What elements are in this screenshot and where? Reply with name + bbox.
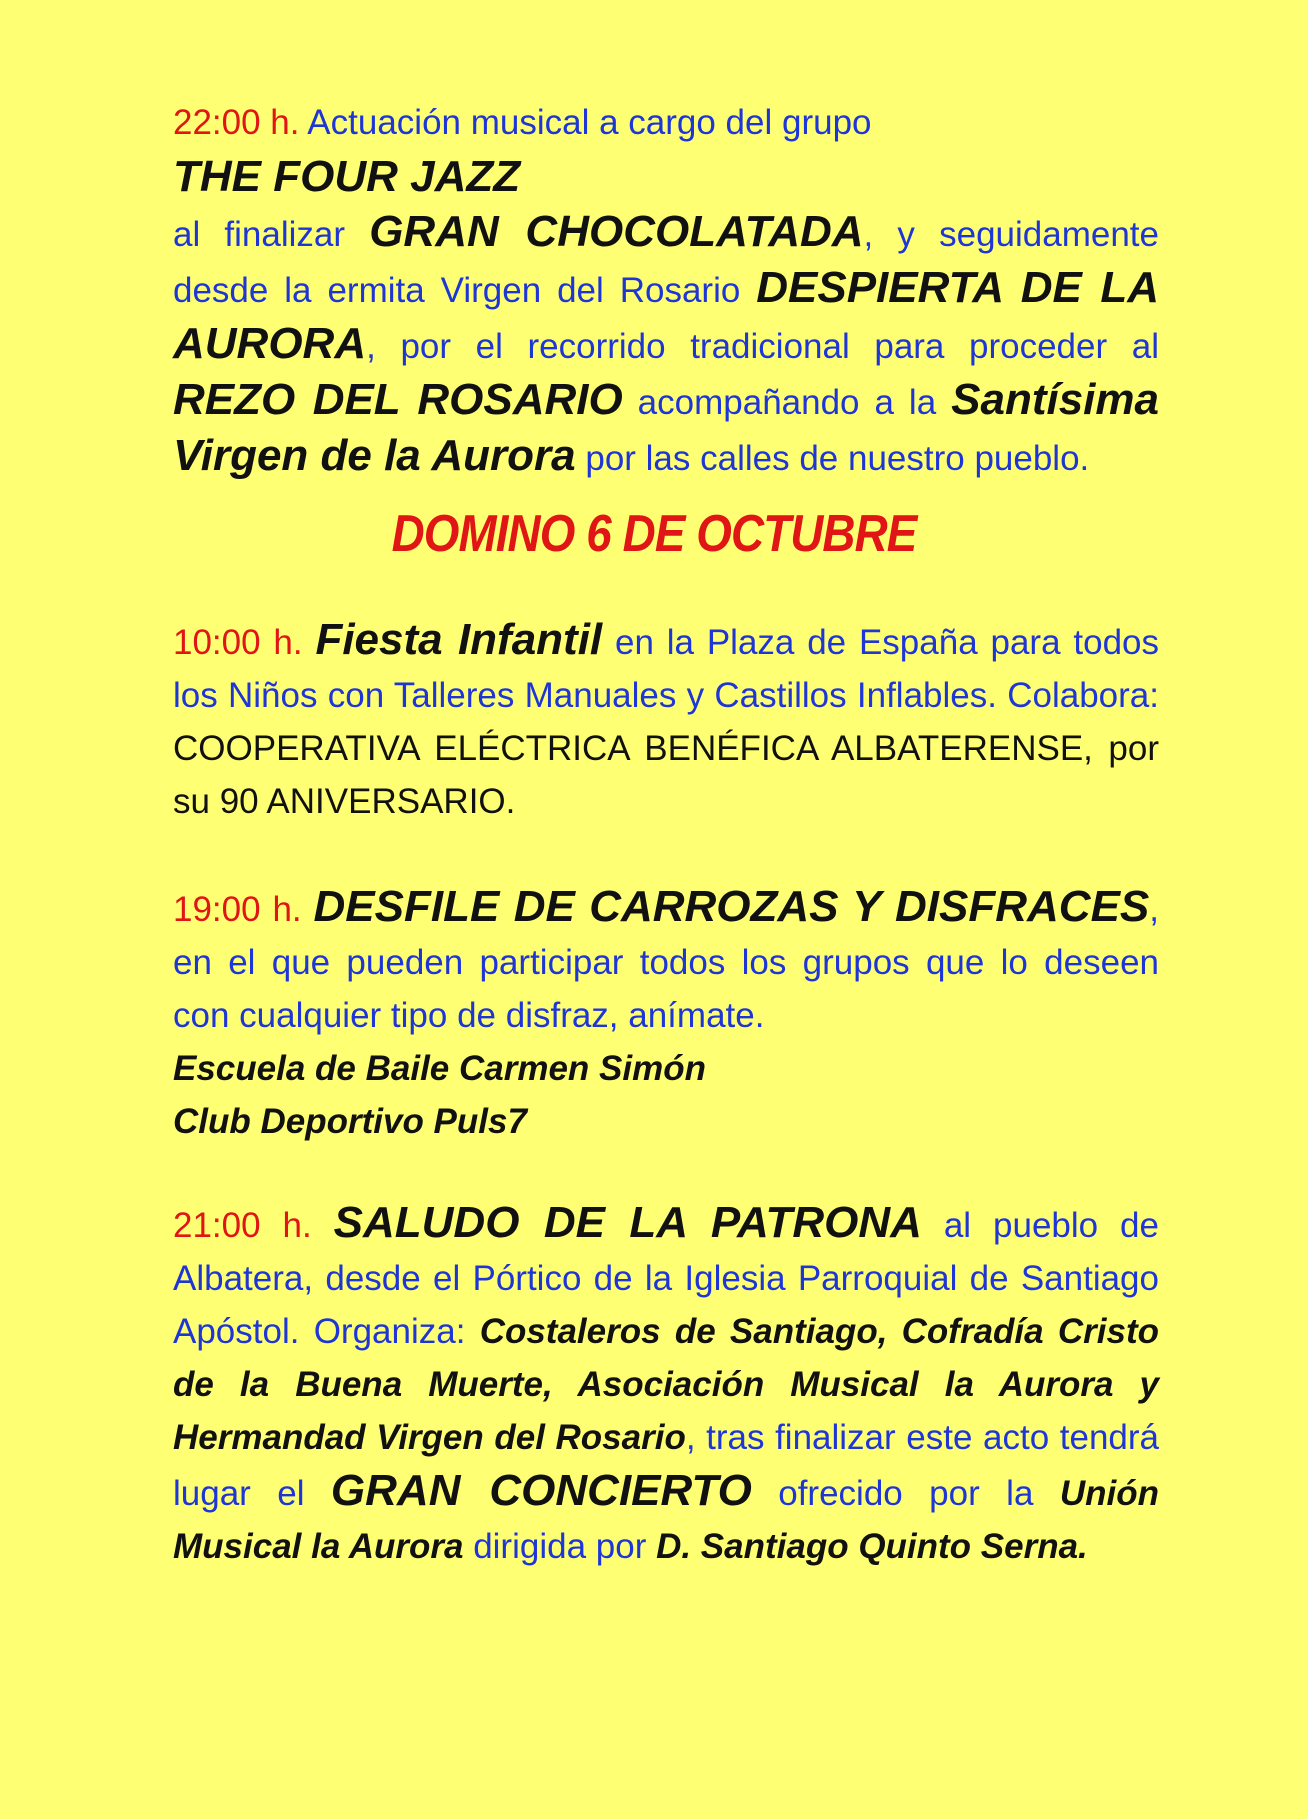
event-highlight: DESPIERTA DE LA AURORA xyxy=(173,263,1159,368)
organizer-label: Organiza: xyxy=(313,1312,480,1351)
band-name: Unión Musical la Aurora xyxy=(173,1474,1159,1566)
event-title: Fiesta Infantil xyxy=(315,615,603,664)
event-2200 xyxy=(173,96,1159,485)
event-text: , en el que pueden participar todos los grupos que lo deseen con cualquier tipo de disfraz, anímate. xyxy=(173,890,1159,1035)
event-highlight: GRAN CHOCOLATADA xyxy=(369,207,864,256)
participant-group: Club Deportivo Puls7 xyxy=(173,1102,527,1141)
event-2100 xyxy=(173,1196,1159,1573)
event-text: acompañando a la xyxy=(622,383,952,422)
event-time: 10:00 h. xyxy=(173,623,303,662)
director-name: D. Santiago Quinto Serna. xyxy=(656,1527,1088,1566)
collaborator-label: Colabora: xyxy=(1007,676,1159,715)
event-time: 21:00 h. xyxy=(173,1206,312,1245)
event-highlight: Santísima Virgen de la Aurora xyxy=(173,375,1159,480)
event-text: , por el recorrido tradicional para proceder al xyxy=(366,327,1159,366)
event-text: ofrecido por la xyxy=(751,1474,1060,1513)
event-text: Actuación musical a cargo del grupo xyxy=(299,103,872,142)
event-highlight: GRAN CONCIERTO xyxy=(330,1466,752,1515)
participant-group: Escuela de Baile Carmen Simón xyxy=(173,1049,706,1088)
band-name: THE FOUR JAZZ xyxy=(173,152,521,201)
event-1900 xyxy=(173,880,1159,1148)
event-text: , tras finalizar este acto tendrá lugar el xyxy=(173,1418,1160,1513)
event-time: 22:00 h. xyxy=(173,103,300,142)
event-title: SALUDO DE LA PATRONA xyxy=(333,1198,922,1247)
event-text: al finalizar xyxy=(173,215,370,254)
organizer-names: Costaleros de Santiago, Cofradía Cristo de la Buena Muerte, Asociación Musical la Aurora y Hermandad Virgen del Rosario xyxy=(173,1312,1159,1457)
event-text: dirigida por xyxy=(463,1527,657,1566)
event-text: al pueblo de Albatera, desde el Pórtico de la Iglesia Parroquial de Santiago Apóstol. xyxy=(173,1206,1159,1351)
event-title: DESFILE DE CARROZAS Y DISFRACES xyxy=(313,882,1150,931)
event-text: en la Plaza de España para todos los Niños con Talleres Manuales y Castillos Inflables. xyxy=(173,623,1160,715)
collaborator-name: COOPERATIVA ELÉCTRICA BENÉFICA ALBATERENSE, por su 90 ANIVERSARIO. xyxy=(173,729,1159,821)
day-heading: DOMINO 6 DE OCTUBRE xyxy=(391,505,917,563)
event-time: 19:00 h. xyxy=(173,890,302,929)
event-text: por las calles de nuestro pueblo. xyxy=(575,439,1090,478)
event-highlight: REZO DEL ROSARIO xyxy=(173,375,623,424)
event-text: , y seguidamente desde la ermita Virgen del Rosario xyxy=(173,215,1159,310)
event-1000 xyxy=(173,613,1159,828)
